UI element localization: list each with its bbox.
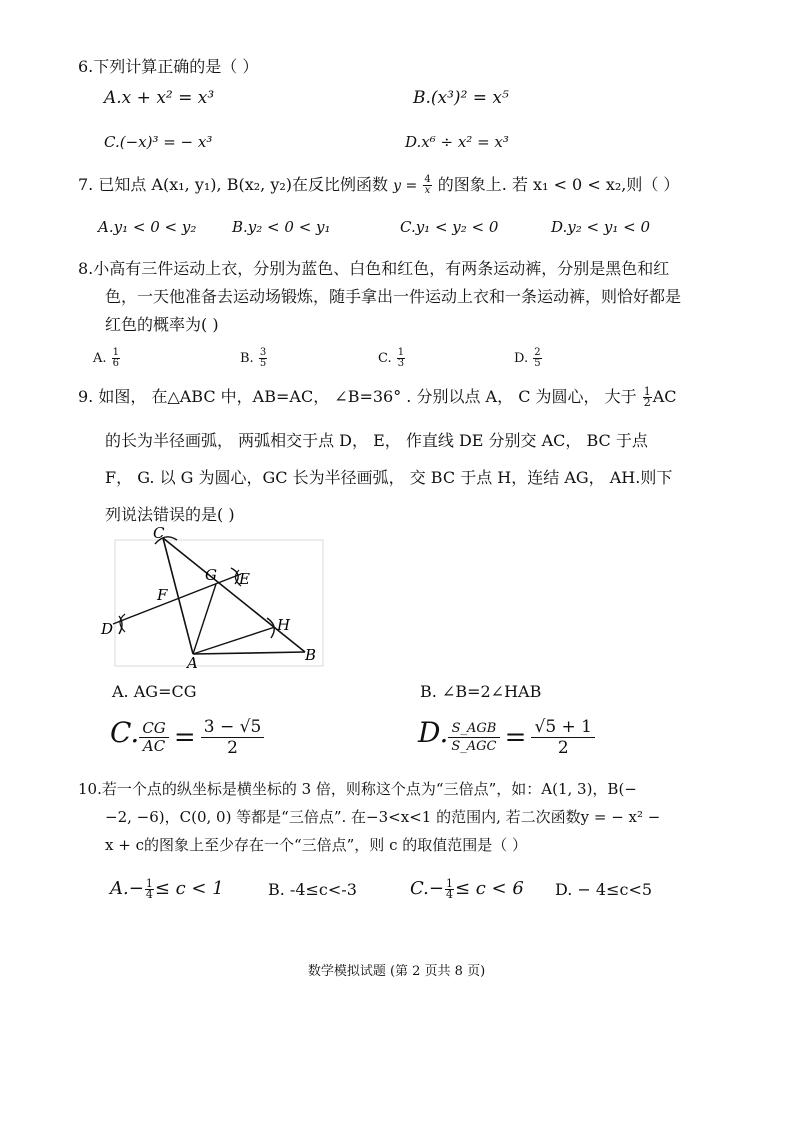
label-f: F	[157, 586, 168, 604]
q9-option-a: A. AG=CG	[112, 682, 197, 701]
q8-b-num: 3	[259, 347, 267, 358]
q9-c-right-fraction	[201, 717, 265, 758]
q9-c-prefix: C.	[110, 716, 140, 749]
q9-half-num: 1	[643, 385, 651, 398]
segment-ab	[193, 652, 305, 654]
q9-c-rden: 2	[227, 738, 238, 758]
label-g: G	[205, 566, 217, 584]
q8-d-den: 5	[534, 358, 541, 369]
q8-b-den: 5	[259, 358, 267, 369]
q9-option-d	[418, 716, 595, 758]
q8-line-2: 色，一天他准备去运动场锻炼，随手拿出一件运动上衣和一条运动裤，则恰好都是	[105, 287, 682, 306]
q7-option-a: A.y₁ < 0 < y₂	[98, 218, 197, 236]
q9-d-rden: 2	[557, 738, 569, 758]
q10-a-fraction	[145, 876, 154, 901]
q8-line-1: 8.小高有三件运动上衣，分别为蓝色、白色和红色，有两条运动裤，分别是黑色和红	[78, 259, 670, 278]
q8-c-den: 3	[397, 358, 405, 369]
q8-c-num: 1	[397, 347, 405, 358]
q8-option-b	[240, 348, 268, 369]
q9-line-1b: AC	[652, 387, 677, 406]
q9-line-1	[78, 384, 677, 408]
q9-c-rnum: 3 − √5	[201, 717, 265, 738]
q10-a-pre: A.−	[110, 878, 144, 899]
q9-c-den: AC	[142, 737, 166, 755]
q9-option-b: B. ∠B=2∠HAB	[420, 682, 542, 701]
q8-option-b-label: B.	[240, 351, 254, 366]
q6-option-d: D.x⁶ ÷ x² = x³	[405, 133, 509, 151]
q7-stem-a: 7. 已知点 A(x₁, y₁), B(x₂, y₂)在反比例函数	[78, 175, 389, 194]
q6-option-a: A.x + x² = x³	[104, 88, 215, 108]
q6-stem: 6.下列计算正确的是（ ）	[78, 57, 259, 76]
q10-c-pre: C.−	[410, 878, 444, 899]
q9-half-den: 2	[643, 396, 651, 409]
q8-option-d-label: D.	[514, 351, 529, 366]
q10-a-post: ≤ c < 1	[154, 878, 224, 899]
q7-option-c: C.y₁ < y₂ < 0	[400, 218, 499, 236]
q10-option-a	[110, 878, 224, 900]
q7-func-num: 4	[424, 174, 431, 185]
q9-d-left-fraction	[448, 720, 499, 755]
label-c: C	[153, 524, 165, 542]
q10-line-2: −2, −6)，C(0, 0) 等都是“三倍点”. 在−3<x<1 的范围内, 若二次函数y = − x² −	[105, 808, 661, 826]
q8-option-b-fraction	[259, 348, 267, 369]
q9-d-num: S_AGB	[448, 720, 499, 738]
q9-line-1a: 9. 如图， 在△ABC 中，AB=AC， ∠B=36° . 分别以点 A， C 为圆心， 大于	[78, 387, 637, 406]
q8-line-3: 红色的概率为( )	[105, 315, 219, 334]
q8-a-num: 1	[112, 347, 120, 358]
q8-d-num: 2	[534, 347, 541, 358]
q6-option-c: C.(−x)³ = − x³	[104, 133, 213, 151]
q10-c-post: ≤ c < 6	[454, 878, 524, 899]
q9-d-prefix: D.	[418, 716, 449, 749]
q9-c-left-fraction	[139, 720, 168, 755]
q9-c-equals: =	[173, 722, 196, 753]
q7-func-fraction	[423, 175, 431, 196]
q7-func-y: y =	[393, 178, 418, 194]
label-e: E	[239, 570, 250, 588]
q9-half-fraction	[643, 387, 652, 408]
q8-option-a	[93, 348, 121, 369]
q10-option-d: D. − 4≤c<5	[555, 880, 653, 899]
segment-cb	[163, 538, 305, 652]
q10-option-c	[410, 878, 524, 900]
q8-option-c-fraction	[397, 348, 405, 369]
segment-ah	[193, 627, 275, 654]
q10-c-num: 1	[445, 876, 453, 890]
q10-c-fraction	[445, 876, 454, 901]
label-b: B	[305, 646, 317, 664]
q10-line-1: 10.若一个点的纵坐标是横坐标的 3 倍，则称这个点为“三倍点”，如：A(1, 3)，B(−	[78, 780, 637, 798]
q7-option-d: D.y₂ < y₁ < 0	[551, 218, 650, 236]
q9-line-2: 的长为半径画弧， 两弧相交于点 D， E， 作直线 DE 分别交 AC， BC 于点	[105, 431, 648, 450]
q8-option-d	[514, 348, 543, 369]
q8-option-a-label: A.	[93, 351, 107, 366]
q10-a-den: 4	[145, 887, 153, 901]
q8-option-c	[378, 348, 406, 369]
q7-func-den: x	[424, 185, 431, 196]
q9-d-rnum: √5 + 1	[531, 717, 595, 738]
q10-line-3: x + c的图象上至少存在一个“三倍点”，则 c 的取值范围是（ ）	[105, 836, 528, 854]
figure-photo-border	[115, 540, 323, 666]
q9-c-num: CG	[139, 720, 168, 738]
q10-option-b: B. -4≤c<-3	[268, 880, 357, 899]
q9-triangle-figure	[95, 522, 325, 672]
q9-d-right-fraction	[531, 717, 595, 758]
q8-option-c-label: C.	[378, 351, 392, 366]
line-de	[113, 574, 241, 624]
label-h: H	[277, 616, 291, 634]
q10-c-den: 4	[445, 887, 453, 901]
q9-d-den: S_AGC	[451, 739, 497, 754]
q8-option-a-fraction	[112, 348, 120, 369]
q7-stem-b: 的图象上. 若 x₁ < 0 < x₂,则（ ）	[437, 175, 680, 194]
q8-a-den: 6	[112, 358, 120, 369]
q7-option-b: B.y₂ < 0 < y₁	[232, 218, 331, 236]
q9-d-equals: =	[504, 722, 527, 753]
label-d: D	[101, 620, 114, 638]
page-footer: 数学模拟试题 (第 2 页共 8 页)	[307, 964, 486, 979]
q8-option-d-fraction	[533, 348, 541, 369]
label-a: A	[187, 654, 198, 672]
q9-option-c	[110, 716, 264, 758]
q10-a-num: 1	[145, 876, 153, 890]
q7-stem	[78, 172, 679, 196]
q6-option-b: B.(x³)² = x⁵	[413, 88, 509, 108]
segment-ca	[163, 538, 193, 654]
q9-line-4: 列说法错误的是( )	[105, 505, 235, 524]
segment-ag	[193, 584, 216, 654]
q9-line-3: F， G. 以 G 为圆心，GC 长为半径画弧， 交 BC 于点 H，连结 AG， AH.则下	[105, 468, 673, 487]
